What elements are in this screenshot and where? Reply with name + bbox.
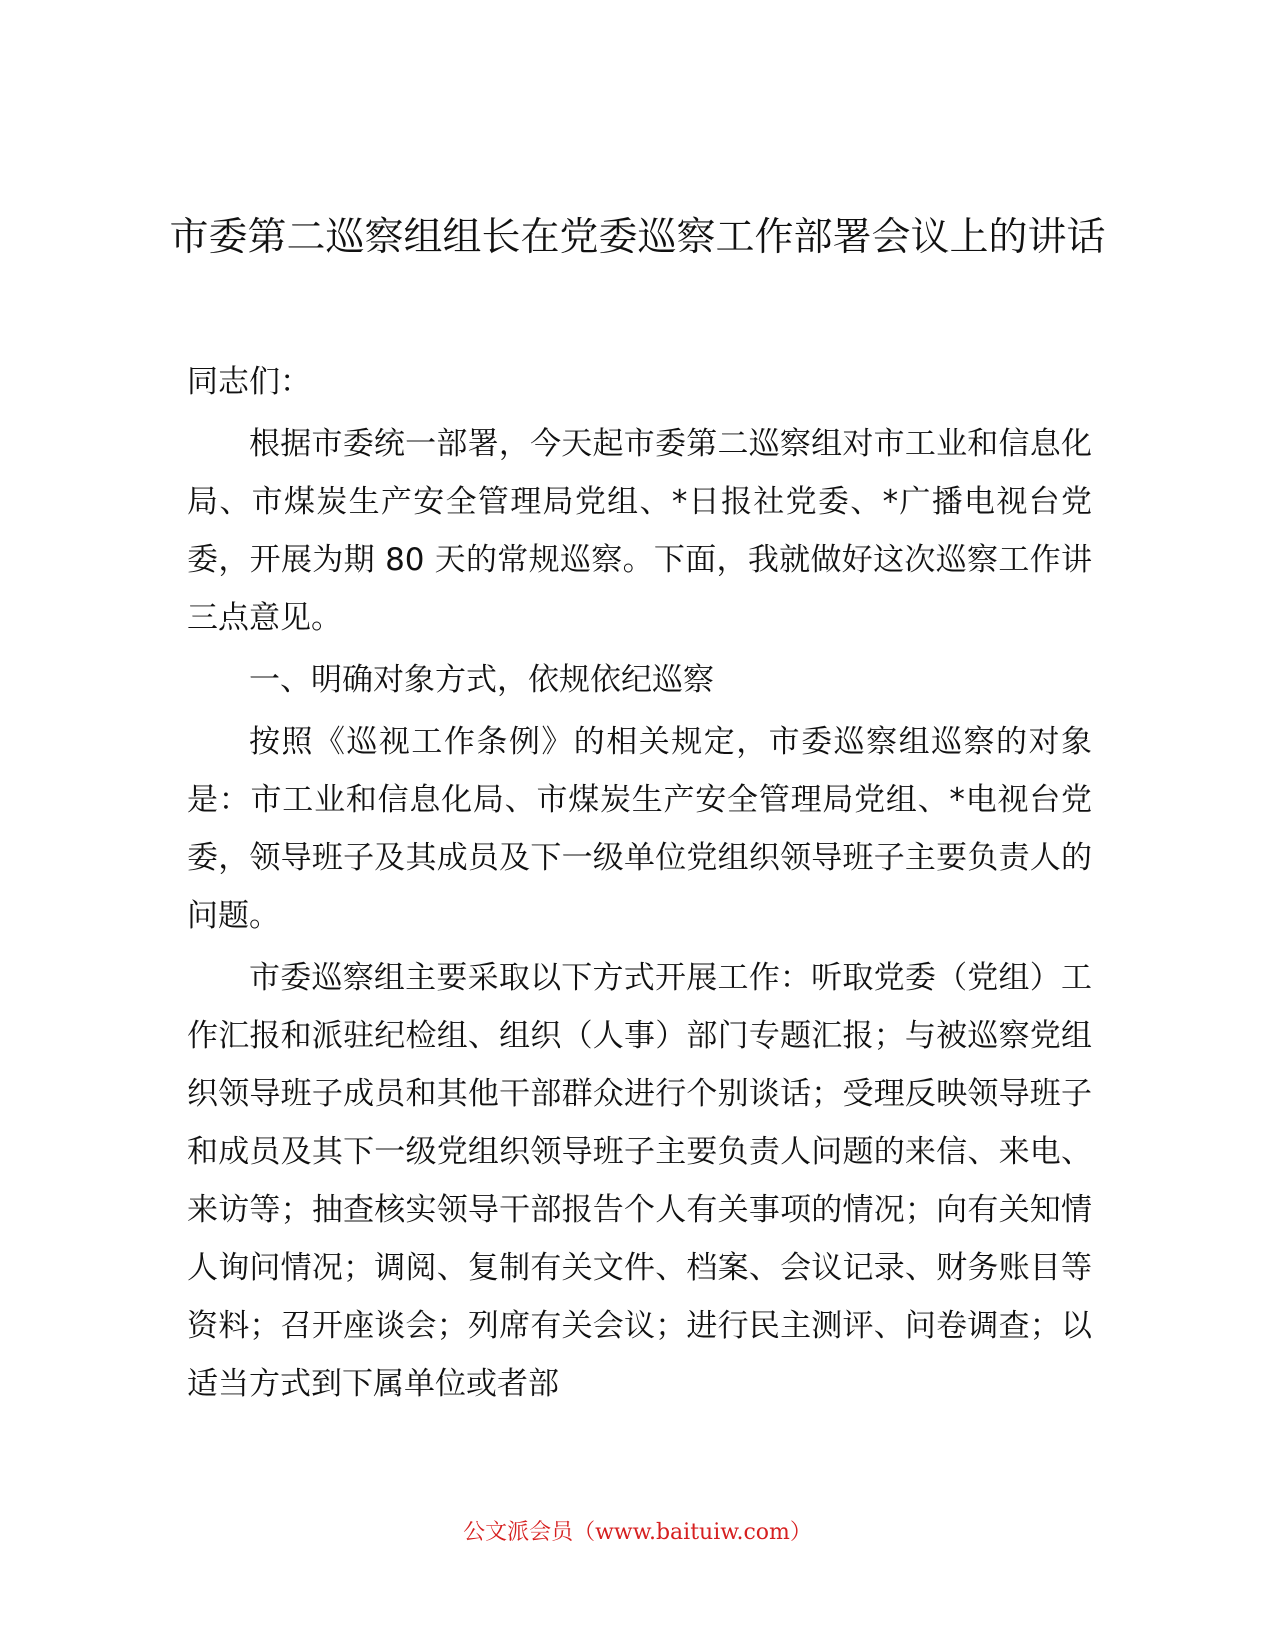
footer-watermark-link[interactable]: 公文派会员（www.baituiw.com）: [463, 1520, 812, 1545]
paragraph-intro: 根据市委统一部署，今天起市委第二巡察组对市工业和信息化局、市煤炭生产安全管理局党组、*日报社党委、*广播电视台党委，开展为期 80 天的常规巡察。下面，我就做好这次巡察工作讲三点意见。: [187, 426, 1092, 636]
document-title: 市委第二巡察组组长在党委巡察工作部署会议上的讲话: [169, 215, 1106, 260]
salutation: 同志们：: [187, 364, 311, 400]
document-body: [187, 353, 1092, 1413]
paragraph-objects: 按照《巡视工作条例》的相关规定，市委巡察组巡察的对象是：市工业和信息化局、市煤炭生产安全管理局党组、*电视台党委，领导班子及其成员及下一级单位党组织领导班子主要负责人的问题。: [187, 724, 1092, 934]
section-heading-1: 一、明确对象方式，依规依纪巡察: [249, 662, 714, 698]
paragraph-methods: 市委巡察组主要采取以下方式开展工作：听取党委（党组）工作汇报和派驻纪检组、组织（人事）部门专题汇报；与被巡察党组织领导班子成员和其他干部群众进行个别谈话；受理反映领导班子和成员及其下一级党组织领导班子主要负责人问题的来信、来电、来访等；抽查核实领导干部报告个人有关事项的情况；向有关知情人询问情况；调阅、复制有关文件、档案、会议记录、财务账目等资料；召开座谈会；列席有关会议；进行民主测评、问卷调查；以适当方式到下属单位或者部: [187, 960, 1092, 1402]
